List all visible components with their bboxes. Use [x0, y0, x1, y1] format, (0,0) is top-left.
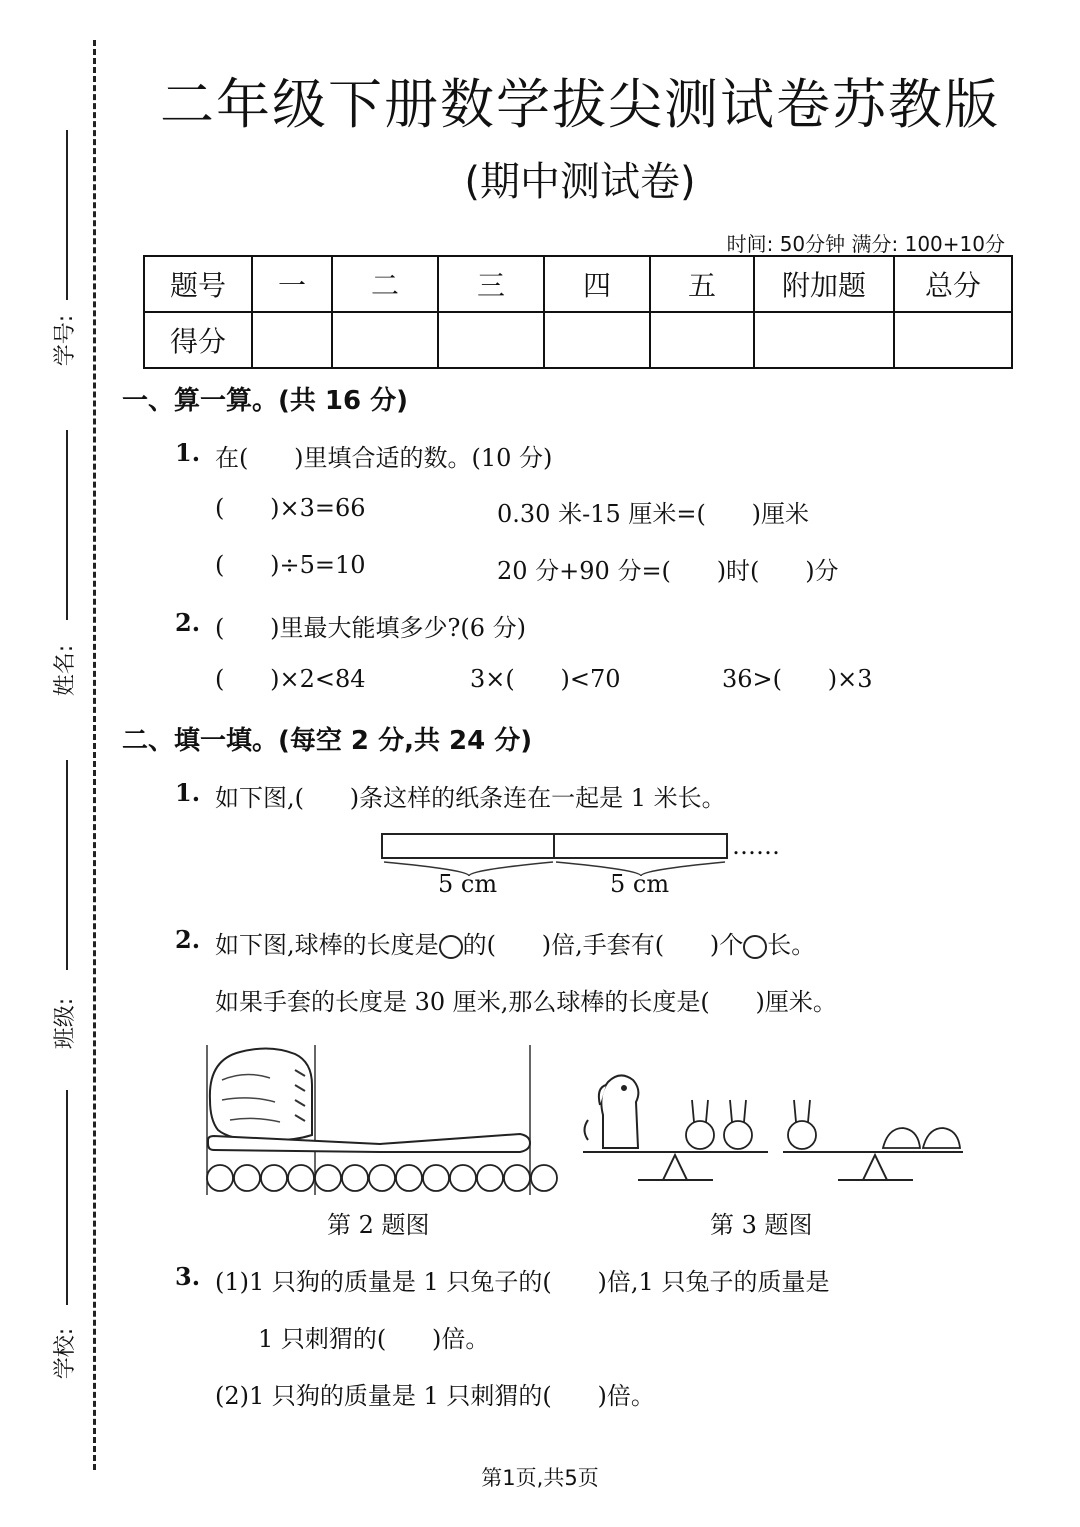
- student-no-label: 学号:: [53, 314, 79, 367]
- score-cell: 一: [252, 256, 332, 312]
- s1-q1-b: 0.30 米-15 厘米=( )厘米: [497, 500, 809, 528]
- school-label: 学校:: [53, 1327, 79, 1380]
- figure-2-glove-bat-balls: [200, 1040, 565, 1200]
- s1-q2-a: ( )×2<84: [215, 665, 366, 693]
- class-rule: [66, 760, 68, 970]
- score-input-cell[interactable]: [894, 312, 1012, 368]
- rabbit-icon: [686, 1100, 752, 1149]
- score-input-cell[interactable]: [438, 312, 544, 368]
- strip-dots: ……: [732, 832, 780, 860]
- score-cell: 三: [438, 256, 544, 312]
- strip-label-1: 5 cm: [438, 870, 498, 898]
- page-subtitle: (期中测试卷): [464, 159, 696, 205]
- s1-q1-number: 1.: [175, 438, 201, 467]
- score-cell: 二: [332, 256, 438, 312]
- score-input-cell[interactable]: [754, 312, 894, 368]
- name-label: 姓名:: [53, 644, 79, 697]
- baseball-icon: [439, 935, 463, 959]
- score-input-cell[interactable]: [544, 312, 650, 368]
- figure-3-balance-scales: [578, 1060, 968, 1185]
- s1-q1-text: 在( )里填合适的数。(10 分): [215, 444, 553, 472]
- s2-q3-p1-b: 1 只刺猬的( )倍。: [258, 1325, 490, 1353]
- s1-q2-number: 2.: [175, 608, 201, 637]
- binding-dashed-line: [93, 40, 96, 1470]
- s2-q3-p1-a: (1)1 只狗的质量是 1 只兔子的( )倍,1 只兔子的质量是: [215, 1268, 830, 1296]
- score-input-cell[interactable]: [252, 312, 332, 368]
- s2-q2-line2: 如果手套的长度是 30 厘米,那么球棒的长度是( )厘米。: [215, 988, 837, 1016]
- score-cell: 附加题: [754, 256, 894, 312]
- name-rule: [66, 430, 68, 620]
- scale-1: [583, 1152, 768, 1180]
- s2-q1-text: 如下图,( )条这样的纸条连在一起是 1 米长。: [215, 784, 726, 812]
- s1-q2-c: 36>( )×3: [722, 665, 873, 693]
- glove-icon: [210, 1048, 312, 1140]
- s2-q3-p2: (2)1 只狗的质量是 1 只刺猬的( )倍。: [215, 1382, 655, 1410]
- score-table: [143, 255, 1013, 369]
- s2-q2-text-c: 长。: [767, 931, 816, 959]
- school-rule: [66, 1090, 68, 1305]
- score-input-cell[interactable]: [332, 312, 438, 368]
- section-1-title: 一、算一算。(共 16 分): [122, 386, 409, 416]
- score-table-header-row: [144, 256, 1012, 312]
- score-cell: 总分: [894, 256, 1012, 312]
- score-cell: 四: [544, 256, 650, 312]
- strip-label-2: 5 cm: [610, 870, 670, 898]
- s2-q1-number: 1.: [175, 778, 201, 807]
- baseball-icon: [743, 935, 767, 959]
- page-footer: 第1页,共5页: [481, 1466, 599, 1490]
- score-input-cell[interactable]: [650, 312, 754, 368]
- figure-2-caption: 第 2 题图: [327, 1211, 430, 1239]
- s1-q2-text: ( )里最大能填多少?(6 分): [215, 614, 526, 642]
- score-row-label: 得分: [144, 312, 252, 368]
- hedgehog-icon: [883, 1128, 960, 1148]
- s2-q2-line1: [215, 925, 815, 960]
- s1-q1-a: ( )×3=66: [215, 494, 366, 522]
- page-title: 二年级下册数学拔尖测试卷苏教版: [160, 73, 1000, 136]
- s1-q2-b: 3×( )<70: [470, 665, 621, 693]
- score-cell: 五: [650, 256, 754, 312]
- s2-q2-text-b: 的( )倍,手套有( )个: [462, 931, 744, 959]
- s2-q2-number: 2.: [175, 925, 201, 954]
- dog-icon: [585, 1075, 639, 1148]
- scale-2: [783, 1152, 963, 1180]
- class-label: 班级:: [53, 997, 79, 1050]
- s2-q2-text-a: 如下图,球棒的长度是: [215, 931, 439, 959]
- figure-3-caption: 第 3 题图: [710, 1211, 813, 1239]
- s1-q1-d: 20 分+90 分=( )时( )分: [497, 557, 839, 585]
- baseball-row: [207, 1165, 557, 1191]
- score-cell: 题号: [144, 256, 252, 312]
- exam-meta: 时间: 50分钟 满分: 100+10分: [726, 232, 1005, 256]
- s1-q1-c: ( )÷5=10: [215, 551, 366, 579]
- rabbit-icon: [788, 1100, 816, 1149]
- s2-q3-number: 3.: [175, 1262, 201, 1291]
- score-table-score-row: [144, 312, 1012, 368]
- section-2-title: 二、填一填。(每空 2 分,共 24 分): [122, 726, 533, 756]
